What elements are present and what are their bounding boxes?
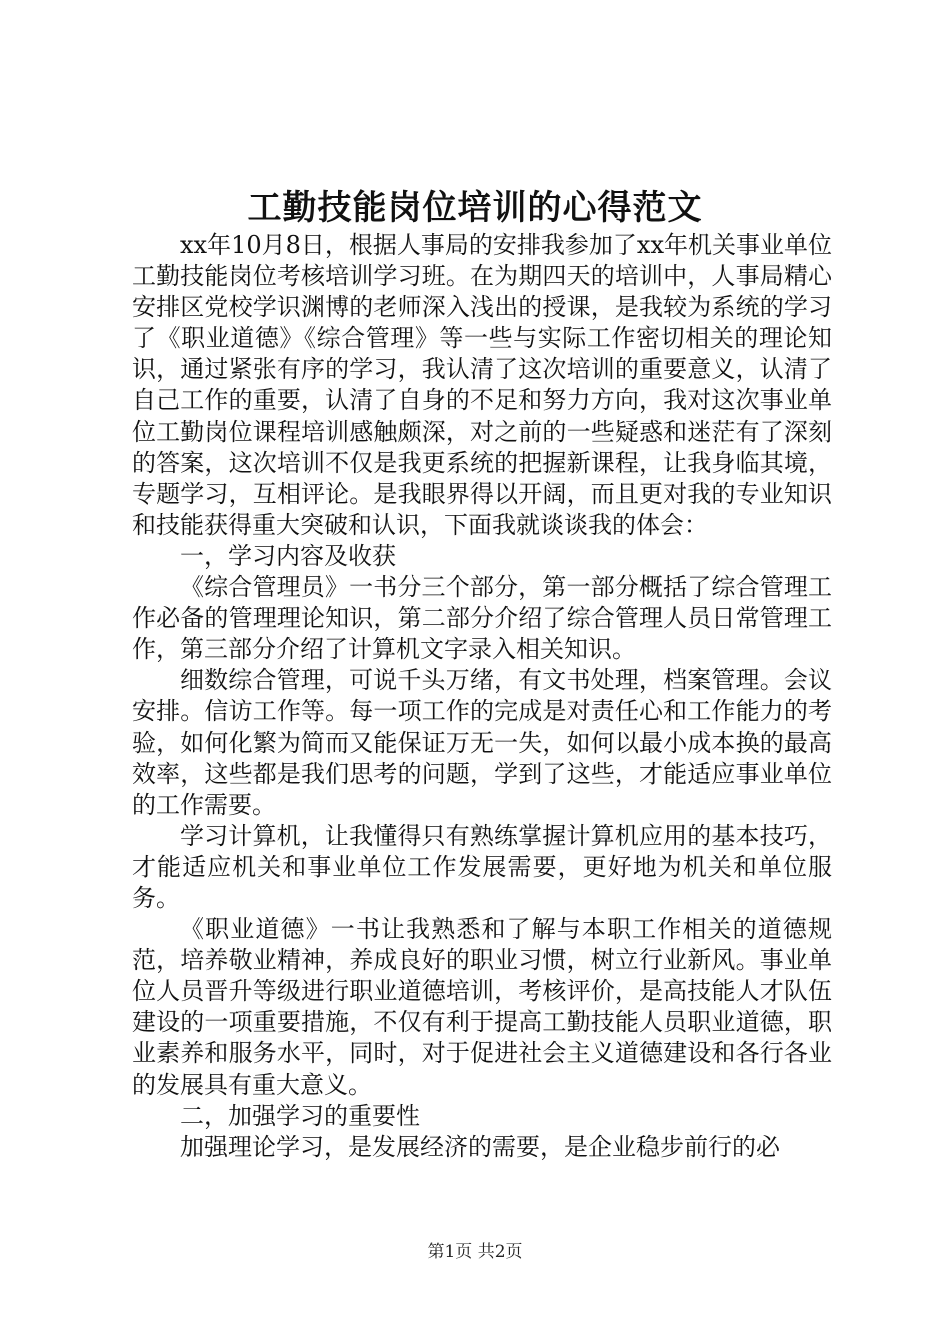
document-title: 工勤技能岗位培训的心得范文 xyxy=(247,188,703,228)
paragraph-intro: xx年10月8日，根据人事局的安排我参加了xx年机关事业单位工勤技能岗位考核培训学习班。在为期四天的培训中，人事局精心安排区党校学识渊博的老师深入浅出的授课，是我较为系统的学习了《职业道德》《综合管理》等一些与实际工作密切相关的理论知识，通过紧张有序的学习，我认清了这次培训的重要意义，认清了自己工作的重要，认清了自身的不足和努力方向，我对这次事业单位工勤岗位课程培训感触颇深，对之前的一些疑惑和迷茫有了深刻的答案，这次培训不仅是我更系统的把握新课程，让我身临其境，专题学习，互相评论。是我眼界得以开阔，而且更对我的专业知识和技能获得重大突破和认识，下面我就谈谈我的体会： xyxy=(132,231,832,539)
paragraph-computer: 学习计算机，让我懂得只有熟练掌握计算机应用的基本技巧，才能适应机关和事业单位工作发展需要，更好地为机关和单位服务。 xyxy=(132,821,832,912)
section-heading-1: 一，学习内容及收获 xyxy=(180,541,396,570)
paragraph-theory: 加强理论学习，是发展经济的需要，是企业稳步前行的必 xyxy=(180,1132,780,1161)
paragraph-ethics: 《职业道德》一书让我熟悉和了解与本职工作相关的道德规范，培养敬业精神，养成良好的职业习惯，树立行业新风。事业单位人员晋升等级进行职业道德培训，考核评价，是高技能人才队伍建设的一项重要措施，不仅有利于提高工勤技能人员职业道德，职业素养和服务水平，同时，对于促进社会主义道德建设和各行各业的发展具有重大意义。 xyxy=(132,915,832,1099)
paragraph-management-book: 《综合管理员》一书分三个部分，第一部分概括了综合管理工作必备的管理理论知识，第二部分介绍了综合管理人员日常管理工作，第三部分介绍了计算机文字录入相关知识。 xyxy=(132,573,832,664)
paragraph-management-details: 细数综合管理，可说千头万绪，有文书处理，档案管理。会议安排。信访工作等。每一项工作的完成是对责任心和工作能力的考验，如何化繁为简而又能保证万无一失，如何以最小成本换的最高效率，这些都是我们思考的问题，学到了这些，才能适应事业单位的工作需要。 xyxy=(132,666,832,819)
page-number-footer: 第1页 共2页 xyxy=(427,1242,523,1262)
document-body xyxy=(132,230,832,1163)
section-heading-2: 二，加强学习的重要性 xyxy=(180,1101,420,1130)
